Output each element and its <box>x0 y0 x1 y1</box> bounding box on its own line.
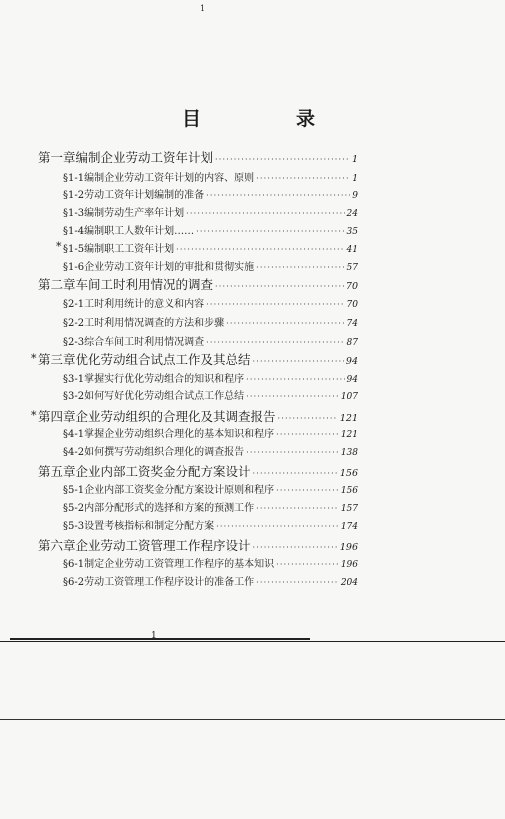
entry-page-number: 196 <box>339 542 358 553</box>
entry-title: 综合车间工时利用情况调查 <box>84 337 205 347</box>
toc-section-entry <box>63 517 358 531</box>
entry-title: 劳动工资年计划编制的准备 <box>84 190 205 200</box>
toc-section-entry <box>63 295 358 309</box>
entry-page-number: 87 <box>346 338 358 347</box>
page-title: 目 录 <box>181 108 353 130</box>
toc-section-entry <box>63 573 358 587</box>
entry-number: §6-2 <box>63 577 85 587</box>
entry-page-number: 174 <box>340 522 358 531</box>
toc-section-entry <box>63 499 358 513</box>
entry-number: §2-3 <box>63 337 85 347</box>
toc-section-entry <box>63 314 358 328</box>
entry-number: 第二章 <box>38 277 76 292</box>
dot-leader <box>256 174 350 183</box>
toc-section-entry <box>63 370 358 384</box>
entry-page-number: 35 <box>346 227 358 236</box>
dot-leader <box>253 357 344 366</box>
bottom-rule-thick <box>10 638 310 640</box>
dot-leader <box>276 430 339 439</box>
dot-leader <box>246 375 344 384</box>
entry-number: 第三章 <box>38 352 76 367</box>
page-marker-top: 1 <box>200 4 206 13</box>
dot-leader <box>256 578 339 587</box>
toc-chapter-entry <box>38 407 358 425</box>
entry-page-number: 196 <box>340 560 358 569</box>
bottom-rule <box>0 641 505 642</box>
toc-section-entry <box>63 443 358 457</box>
entry-number: §1-4 <box>63 226 85 236</box>
entry-title: 编制职工人数年计划…… <box>84 226 195 236</box>
dot-leader <box>215 282 344 291</box>
entry-title: 企业内部工资奖金分配方案设计 <box>75 464 251 479</box>
entry-title: 掌握企业劳动组织合理化的基本知识和程序 <box>84 429 275 439</box>
dot-leader <box>206 300 344 309</box>
entry-page-number: 24 <box>346 209 358 218</box>
asterisk-mark: * <box>31 409 37 422</box>
entry-number: §3-2 <box>63 391 85 401</box>
entry-page-number: 156 <box>339 468 358 479</box>
dot-leader <box>206 338 344 347</box>
toc-section-entry <box>63 186 358 200</box>
toc-section-entry <box>63 481 358 495</box>
entry-title: 如何写好优化劳动组合试点工作总结 <box>84 391 245 401</box>
page-marker-bottom: 1 <box>151 631 157 641</box>
entry-page-number: 70 <box>346 300 358 309</box>
entry-page-number: 41 <box>346 245 358 254</box>
entry-number: §1-6 <box>63 262 85 272</box>
entry-number: §1-2 <box>63 190 85 200</box>
dot-leader <box>176 245 344 254</box>
entry-title: 掌握实行优化劳动组合的知识和程序 <box>84 374 245 384</box>
asterisk-mark: * <box>56 240 62 253</box>
entry-page-number: 1 <box>352 174 358 183</box>
entry-number: 第一章 <box>38 150 76 165</box>
dot-leader <box>196 227 344 236</box>
toc-section-entry <box>63 387 358 401</box>
entry-title: 编制企业劳动工资年计划 <box>75 150 214 165</box>
entry-number: §1-3 <box>63 208 85 218</box>
entry-page-number: 9 <box>352 191 358 200</box>
toc-chapter-entry <box>38 462 358 480</box>
entry-page-number: 94 <box>346 375 358 384</box>
dot-leader <box>253 469 338 478</box>
dot-leader <box>246 448 339 457</box>
entry-title: 工时利用情况调查的方法和步骤 <box>84 318 225 328</box>
toc-section-entry <box>63 258 358 272</box>
entry-number: §4-1 <box>63 429 85 439</box>
entry-title: 编制职工工资年计划 <box>84 244 175 254</box>
dot-leader <box>276 486 339 495</box>
dot-leader <box>253 543 338 552</box>
entry-number: §1-1 <box>63 173 85 183</box>
dot-leader <box>278 414 338 423</box>
entry-number: §3-1 <box>63 374 85 384</box>
toc-section-entry <box>63 425 358 439</box>
lower-rule <box>0 719 505 720</box>
toc-chapter-entry <box>38 148 358 166</box>
dot-leader <box>216 522 339 531</box>
toc-chapter-entry <box>38 350 358 368</box>
entry-title: 车间工时利用情况的调查 <box>75 277 214 292</box>
dot-leader <box>226 319 344 328</box>
toc-section-entry <box>63 204 358 218</box>
toc-section-entry <box>63 222 358 236</box>
entry-title: 设置考核指标和制定分配方案 <box>84 521 215 531</box>
entry-number: 第六章 <box>38 538 76 553</box>
toc-chapter-entry <box>38 536 358 554</box>
dot-leader <box>246 392 339 401</box>
entry-title: 内部分配形式的选择和方案的预测工作 <box>84 503 255 513</box>
entry-page-number: 138 <box>340 448 358 457</box>
entry-title: 工时利用统计的意义和内容 <box>84 299 205 309</box>
entry-page-number: 1 <box>351 154 358 165</box>
entry-page-number: 94 <box>345 356 358 367</box>
entry-number: §5-3 <box>63 521 85 531</box>
entry-page-number: 57 <box>346 263 358 272</box>
dot-leader <box>206 191 350 200</box>
entry-title: 制定企业劳动工资管理工作程序的基本知识 <box>84 559 275 569</box>
entry-page-number: 121 <box>339 413 358 424</box>
entry-number: §6-1 <box>63 559 85 569</box>
entry-title: 如何撰写劳动组织合理化的调查报告 <box>84 447 245 457</box>
entry-number: §4-2 <box>63 447 85 457</box>
entry-title: 编制企业劳动工资年计划的内容、原则 <box>84 173 255 183</box>
dot-leader <box>256 263 344 272</box>
toc-section-entry <box>63 555 358 569</box>
toc-section-entry <box>63 240 358 254</box>
entry-number: §2-2 <box>63 318 85 328</box>
entry-title: 优化劳动组合试点工作及其总结 <box>75 352 251 367</box>
entry-title: 企业劳动工资年计划的审批和贯彻实施 <box>84 262 255 272</box>
entry-number: §1-5 <box>63 244 85 254</box>
entry-page-number: 74 <box>346 319 358 328</box>
toc-chapter-entry <box>38 275 358 293</box>
entry-title: 编制劳动生产率年计划 <box>84 208 185 218</box>
entry-number: 第四章 <box>38 409 76 424</box>
dot-leader <box>256 504 339 513</box>
asterisk-mark: * <box>31 352 37 365</box>
entry-page-number: 70 <box>345 281 358 292</box>
dot-leader <box>276 560 339 569</box>
entry-page-number: 204 <box>340 578 358 587</box>
toc-section-entry <box>63 169 358 183</box>
dot-leader <box>215 155 350 164</box>
entry-title: 企业劳动工资管理工作程序设计 <box>75 538 251 553</box>
entry-page-number: 157 <box>340 504 358 513</box>
entry-page-number: 107 <box>340 392 358 401</box>
entry-title: 劳动工资管理工作程序设计的准备工作 <box>84 577 255 587</box>
entry-title: 企业劳动组织的合理化及其调查报告 <box>75 409 276 424</box>
dot-leader <box>186 209 344 218</box>
entry-number: §5-1 <box>63 485 85 495</box>
entry-title: 企业内部工资奖金分配方案设计原则和程序 <box>84 485 275 495</box>
entry-number: §2-1 <box>63 299 85 309</box>
entry-page-number: 156 <box>340 486 358 495</box>
entry-page-number: 121 <box>340 430 358 439</box>
entry-number: 第五章 <box>38 464 76 479</box>
toc-section-entry <box>63 333 358 347</box>
entry-number: §5-2 <box>63 503 85 513</box>
